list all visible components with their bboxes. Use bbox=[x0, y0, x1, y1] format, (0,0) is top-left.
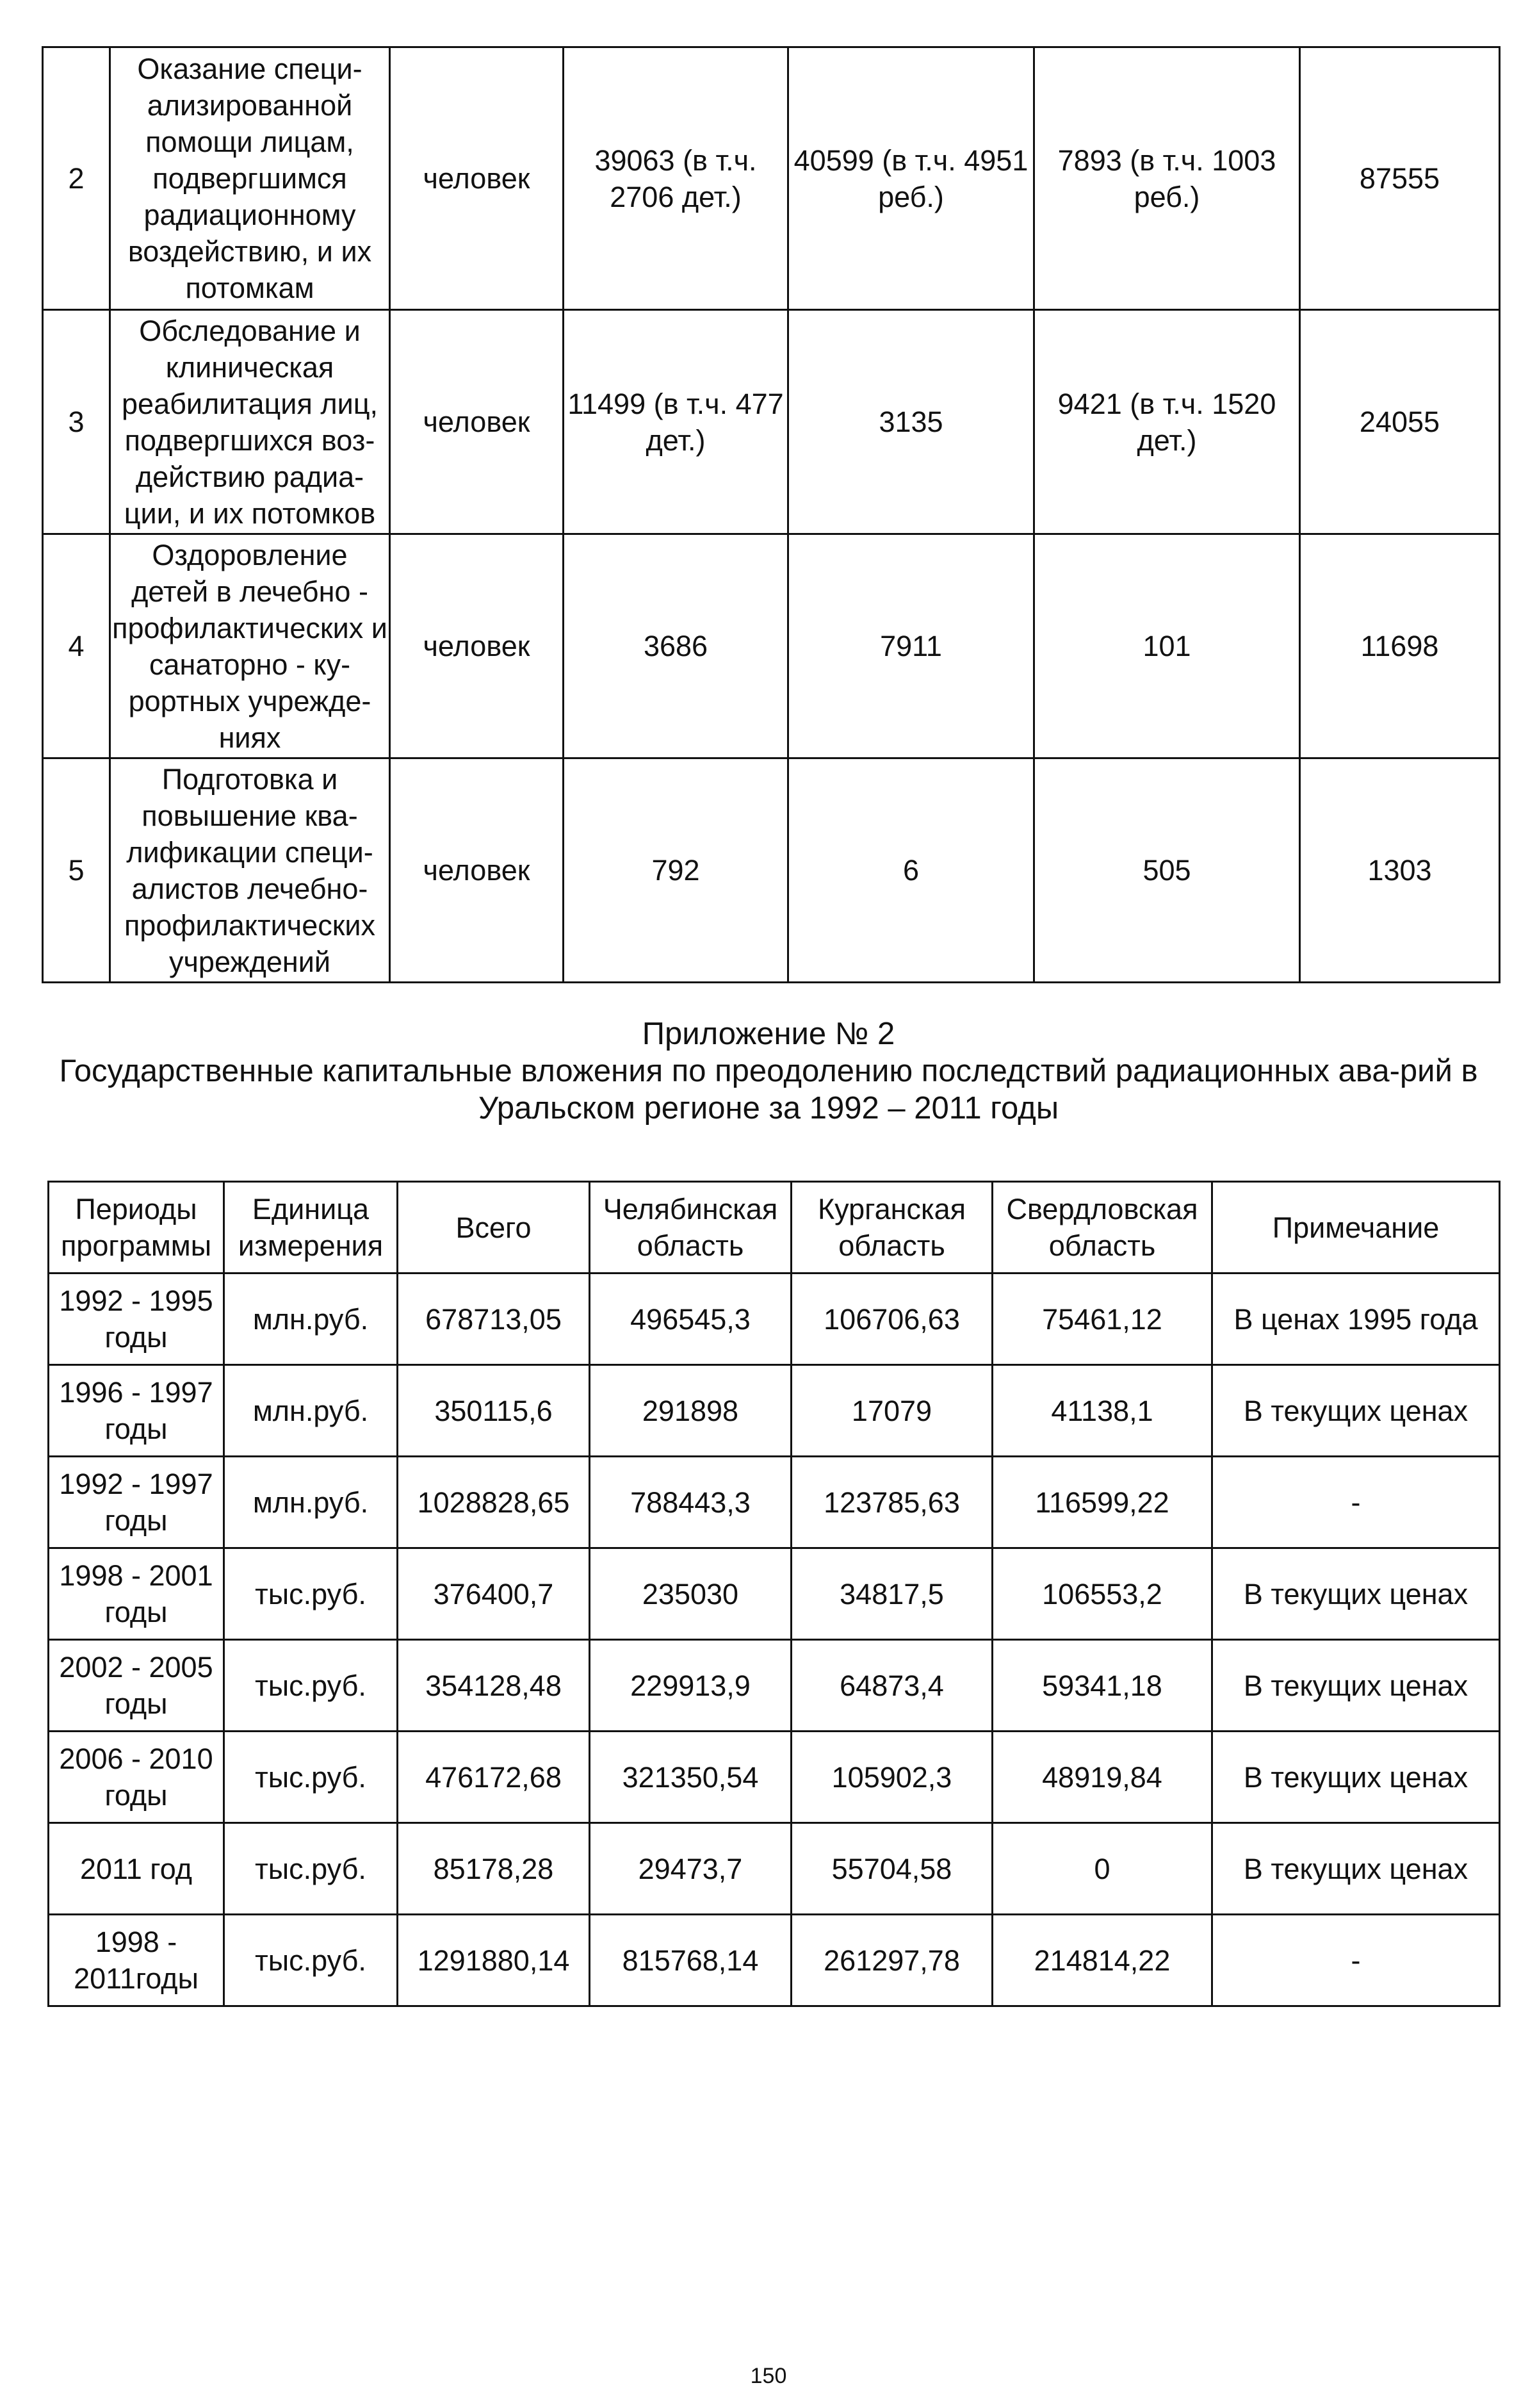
kurgan-cell: 105902,3 bbox=[792, 1732, 993, 1823]
measure-description: Обследование и клиническая реабилитация лиц, подвергшихся воз-действию радиа-ции, и их потомков bbox=[110, 310, 390, 534]
table-row bbox=[49, 1365, 1500, 1457]
chelyabinsk-cell: 815768,14 bbox=[590, 1915, 792, 2006]
kurgan-cell: 34817,5 bbox=[792, 1548, 993, 1640]
total-cell: 678713,05 bbox=[398, 1274, 590, 1365]
period-cell: 1998 - 2001 годы bbox=[49, 1548, 224, 1640]
period-cell: 1992 - 1997 годы bbox=[49, 1457, 224, 1548]
sverdlovsk-value: 7893 (в т.ч. 1003 реб.) bbox=[1034, 47, 1300, 310]
note-cell: В текущих ценах bbox=[1212, 1548, 1500, 1640]
column-header-sverdlovsk: Свердловская область bbox=[993, 1182, 1212, 1274]
column-header-kurgan: Курганская область bbox=[792, 1182, 993, 1274]
note-cell: В текущих ценах bbox=[1212, 1732, 1500, 1823]
table-row bbox=[43, 534, 1500, 758]
period-cell: 1998 - 2011годы bbox=[49, 1915, 224, 2006]
unit-cell: млн.руб. bbox=[224, 1457, 398, 1548]
table-row bbox=[49, 1457, 1500, 1548]
unit-cell: млн.руб. bbox=[224, 1365, 398, 1457]
note-cell: В ценах 1995 года bbox=[1212, 1274, 1500, 1365]
note-cell: - bbox=[1212, 1457, 1500, 1548]
sverdlovsk-cell: 0 bbox=[993, 1823, 1212, 1915]
chelyabinsk-value: 39063 (в т.ч. 2706 дет.) bbox=[564, 47, 788, 310]
column-header-total: Всего bbox=[398, 1182, 590, 1274]
unit: человек bbox=[390, 534, 564, 758]
total-value: 87555 bbox=[1300, 47, 1500, 310]
period-cell: 1996 - 1997 годы bbox=[49, 1365, 224, 1457]
column-header-chelyabinsk: Челябинская область bbox=[590, 1182, 792, 1274]
unit-cell: тыс.руб. bbox=[224, 1548, 398, 1640]
chelyabinsk-value: 11499 (в т.ч. 477 дет.) bbox=[564, 310, 788, 534]
appendix-label: Приложение № 2 bbox=[642, 1017, 895, 1051]
table-row bbox=[49, 1732, 1500, 1823]
sverdlovsk-cell: 116599,22 bbox=[993, 1457, 1212, 1548]
note-cell: В текущих ценах bbox=[1212, 1640, 1500, 1732]
measure-description: Оказание специ-ализированной помощи лицам, подвергшимся радиационному воздействию, и их потомкам bbox=[110, 47, 390, 310]
header-row bbox=[49, 1182, 1500, 1274]
table-row bbox=[49, 1823, 1500, 1915]
unit: человек bbox=[390, 310, 564, 534]
sverdlovsk-cell: 59341,18 bbox=[993, 1640, 1212, 1732]
kurgan-value: 40599 (в т.ч. 4951 реб.) bbox=[788, 47, 1034, 310]
sverdlovsk-value: 505 bbox=[1034, 758, 1300, 983]
row-number: 2 bbox=[43, 47, 110, 310]
unit: человек bbox=[390, 47, 564, 310]
table-row bbox=[49, 1915, 1500, 2006]
note-cell: В текущих ценах bbox=[1212, 1365, 1500, 1457]
note-cell: - bbox=[1212, 1915, 1500, 2006]
unit: человек bbox=[390, 758, 564, 983]
unit-cell: тыс.руб. bbox=[224, 1915, 398, 2006]
unit-cell: тыс.руб. bbox=[224, 1640, 398, 1732]
unit-cell: тыс.руб. bbox=[224, 1823, 398, 1915]
total-cell: 376400,7 bbox=[398, 1548, 590, 1640]
kurgan-value: 7911 bbox=[788, 534, 1034, 758]
kurgan-cell: 123785,63 bbox=[792, 1457, 993, 1548]
chelyabinsk-cell: 29473,7 bbox=[590, 1823, 792, 1915]
kurgan-value: 6 bbox=[788, 758, 1034, 983]
table-row bbox=[49, 1548, 1500, 1640]
note-cell: В текущих ценах bbox=[1212, 1823, 1500, 1915]
measure-description: Подготовка и повышение ква-лификации специ-алистов лечебно-профилактических учреждений bbox=[110, 758, 390, 983]
table-row bbox=[49, 1640, 1500, 1732]
table-row bbox=[43, 47, 1500, 310]
sverdlovsk-cell: 41138,1 bbox=[993, 1365, 1212, 1457]
table-row bbox=[49, 1274, 1500, 1365]
total-cell: 476172,68 bbox=[398, 1732, 590, 1823]
sverdlovsk-cell: 106553,2 bbox=[993, 1548, 1212, 1640]
table-caption: Государственные капитальные вложения по преодолению последствий радиационных ава-рий в Уральском регионе за 1992 – 2011 годы bbox=[59, 1054, 1478, 1126]
table-row bbox=[43, 310, 1500, 534]
row-number: 5 bbox=[43, 758, 110, 983]
chelyabinsk-cell: 496545,3 bbox=[590, 1274, 792, 1365]
sverdlovsk-cell: 214814,22 bbox=[993, 1915, 1212, 2006]
chelyabinsk-cell: 229913,9 bbox=[590, 1640, 792, 1732]
kurgan-cell: 17079 bbox=[792, 1365, 993, 1457]
chelyabinsk-value: 792 bbox=[564, 758, 788, 983]
total-cell: 85178,28 bbox=[398, 1823, 590, 1915]
kurgan-cell: 55704,58 bbox=[792, 1823, 993, 1915]
sverdlovsk-cell: 48919,84 bbox=[993, 1732, 1212, 1823]
sverdlovsk-cell: 75461,12 bbox=[993, 1274, 1212, 1365]
total-cell: 1028828,65 bbox=[398, 1457, 590, 1548]
chelyabinsk-cell: 788443,3 bbox=[590, 1457, 792, 1548]
period-cell: 2002 - 2005 годы bbox=[49, 1640, 224, 1732]
measure-description: Оздоровление детей в лечебно - профилактических и санаторно - ку-рортных учрежде-ниях bbox=[110, 534, 390, 758]
row-number: 3 bbox=[43, 310, 110, 534]
kurgan-cell: 106706,63 bbox=[792, 1274, 993, 1365]
chelyabinsk-value: 3686 bbox=[564, 534, 788, 758]
capital-investments-table bbox=[47, 1181, 1500, 2007]
table-row bbox=[43, 758, 1500, 983]
unit-cell: млн.руб. bbox=[224, 1274, 398, 1365]
column-header-note: Примечание bbox=[1212, 1182, 1500, 1274]
total-cell: 350115,6 bbox=[398, 1365, 590, 1457]
kurgan-cell: 261297,78 bbox=[792, 1915, 993, 2006]
row-number: 4 bbox=[43, 534, 110, 758]
total-cell: 1291880,14 bbox=[398, 1915, 590, 2006]
unit-cell: тыс.руб. bbox=[224, 1732, 398, 1823]
measures-table bbox=[42, 46, 1500, 983]
kurgan-cell: 64873,4 bbox=[792, 1640, 993, 1732]
column-header-period: Периоды программы bbox=[49, 1182, 224, 1274]
page-number: 150 bbox=[750, 2364, 787, 2388]
period-cell: 1992 - 1995 годы bbox=[49, 1274, 224, 1365]
period-cell: 2011 год bbox=[49, 1823, 224, 1915]
chelyabinsk-cell: 235030 bbox=[590, 1548, 792, 1640]
total-value: 1303 bbox=[1300, 758, 1500, 983]
chelyabinsk-cell: 321350,54 bbox=[590, 1732, 792, 1823]
period-cell: 2006 - 2010 годы bbox=[49, 1732, 224, 1823]
chelyabinsk-cell: 291898 bbox=[590, 1365, 792, 1457]
sverdlovsk-value: 101 bbox=[1034, 534, 1300, 758]
column-header-unit: Единица измерения bbox=[224, 1182, 398, 1274]
total-value: 11698 bbox=[1300, 534, 1500, 758]
kurgan-value: 3135 bbox=[788, 310, 1034, 534]
total-value: 24055 bbox=[1300, 310, 1500, 534]
sverdlovsk-value: 9421 (в т.ч. 1520 дет.) bbox=[1034, 310, 1300, 534]
total-cell: 354128,48 bbox=[398, 1640, 590, 1732]
